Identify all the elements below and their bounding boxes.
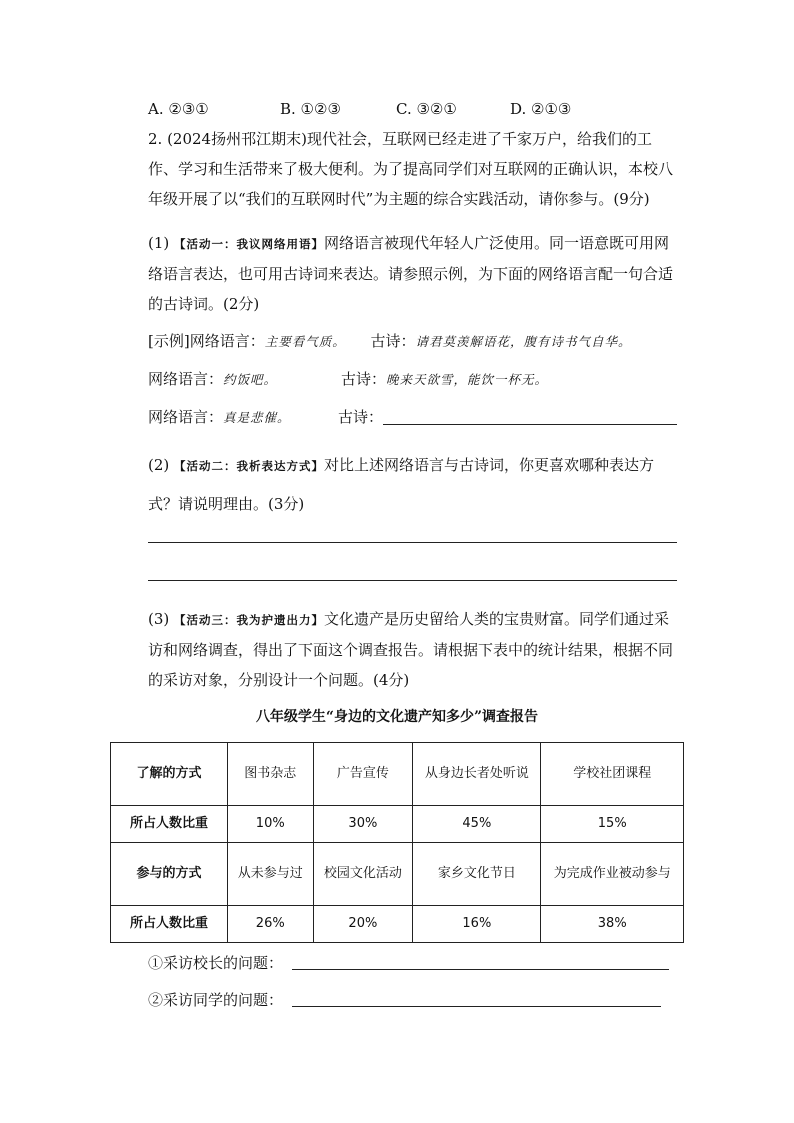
- poem-1: 晚来天欲雪，能饮一杯无。: [386, 372, 549, 387]
- table-cell: 广告宣传: [313, 743, 413, 806]
- poem-label: 古诗：: [341, 370, 387, 388]
- part-3-text: 文化遗产是历史留给人类的宝贵财富。同学们通过采访和网络调查，得出了下面这个调查报告。请根据下表中的统计结果，根据不同的采访对象，分别设计一个问题。(4分): [148, 610, 674, 689]
- table-cell: 10%: [228, 806, 314, 843]
- net-phrase-line-2: [148, 407, 291, 428]
- survey-title: 八年级学生“身边的文化遗产知多少”调查报告: [255, 709, 539, 725]
- table-cell: 了解的方式: [111, 743, 228, 806]
- option-a: A. ②③①: [148, 100, 209, 118]
- table-cell: 15%: [541, 806, 684, 843]
- part-3-number: (3): [148, 610, 170, 628]
- part-1-number: (1): [148, 234, 170, 252]
- part-2-number: (2): [148, 456, 170, 474]
- example-poem: 请君莫羡解语花，腹有诗书气自华。: [415, 334, 632, 349]
- option-d: D. ②①③: [510, 100, 572, 118]
- table-cell: 所占人数比重: [111, 806, 228, 843]
- classmate-question-label: ②采访同学的问题：: [148, 991, 284, 1009]
- table-cell: 16%: [413, 906, 541, 943]
- table-cell: 45%: [413, 806, 541, 843]
- survey-table: [110, 742, 684, 943]
- example-label: [示例]网络语言：: [148, 332, 265, 350]
- table-cell: 38%: [541, 906, 684, 943]
- principal-question-blank[interactable]: [292, 969, 669, 970]
- table-row: [111, 906, 684, 943]
- option-c: C. ③②①: [396, 100, 457, 118]
- activity-2-tag: 【活动二：我析表达方式】: [174, 459, 325, 473]
- table-row: [111, 743, 684, 806]
- poem-line-1: [341, 369, 548, 390]
- table-cell: 校园文化活动: [313, 843, 413, 906]
- part-2-text: 对比上述网络语言与古诗词，你更喜欢哪种表达方式？请说明理由。(3分): [148, 456, 655, 513]
- question-2-intro: 2. (2024扬州邗江期末)现代社会，互联网已经走进了千家万户，给我们的工作、学习和生活带来了极大便利。为了提高同学们对互联网的正确认识，本校八年级开展了以“我们的互联网时代”为主题的综合实践活动，请你参与。(9分): [148, 130, 674, 208]
- net-phrase-line-1: [148, 369, 277, 390]
- table-cell: 为完成作业被动参与: [541, 843, 684, 906]
- poem-answer-blank[interactable]: [383, 424, 677, 425]
- table-row: [111, 806, 684, 843]
- net-phrase-label: 网络语言：: [148, 370, 224, 388]
- activity-3-tag: 【活动三：我为护遗出力】: [174, 613, 325, 627]
- answer-line-2[interactable]: [148, 580, 677, 581]
- net-phrase-label: 网络语言：: [148, 408, 224, 426]
- table-cell: 学校社团课程: [541, 743, 684, 806]
- part-1-text: 网络语言被现代年轻人广泛使用。同一语意既可用网络语言表达，也可用古诗词来表达。请参照示例，为下面的网络语言配一句合适的古诗词。(2分): [148, 234, 674, 313]
- principal-question-label: ①采访校长的问题：: [148, 954, 284, 972]
- example-net-phrase: 主要看气质。: [264, 334, 346, 349]
- option-b: B. ①②③: [280, 100, 341, 118]
- table-row: [111, 843, 684, 906]
- table-cell: 从身边长者处听说: [413, 743, 541, 806]
- part-1-prompt: [148, 228, 678, 319]
- table-cell: 家乡文化节日: [413, 843, 541, 906]
- poem-label-2: 古诗：: [338, 408, 384, 426]
- net-phrase-1: 约饭吧。: [223, 372, 278, 387]
- table-cell: 26%: [228, 906, 314, 943]
- table-cell: 所占人数比重: [111, 906, 228, 943]
- part-3-prompt: [148, 604, 678, 695]
- table-cell: 参与的方式: [111, 843, 228, 906]
- example-line: [148, 331, 632, 352]
- table-cell: 从未参与过: [228, 843, 314, 906]
- activity-1-tag: 【活动一：我议网络用语】: [174, 237, 325, 251]
- table-cell: 20%: [313, 906, 413, 943]
- part-2-prompt: [148, 446, 678, 523]
- answer-line-1[interactable]: [148, 542, 677, 543]
- table-cell: 30%: [313, 806, 413, 843]
- table-cell: 图书杂志: [228, 743, 314, 806]
- classmate-question-blank[interactable]: [292, 1006, 661, 1007]
- net-phrase-2: 真是悲催。: [223, 410, 291, 425]
- example-poem-label: 古诗：: [370, 332, 416, 350]
